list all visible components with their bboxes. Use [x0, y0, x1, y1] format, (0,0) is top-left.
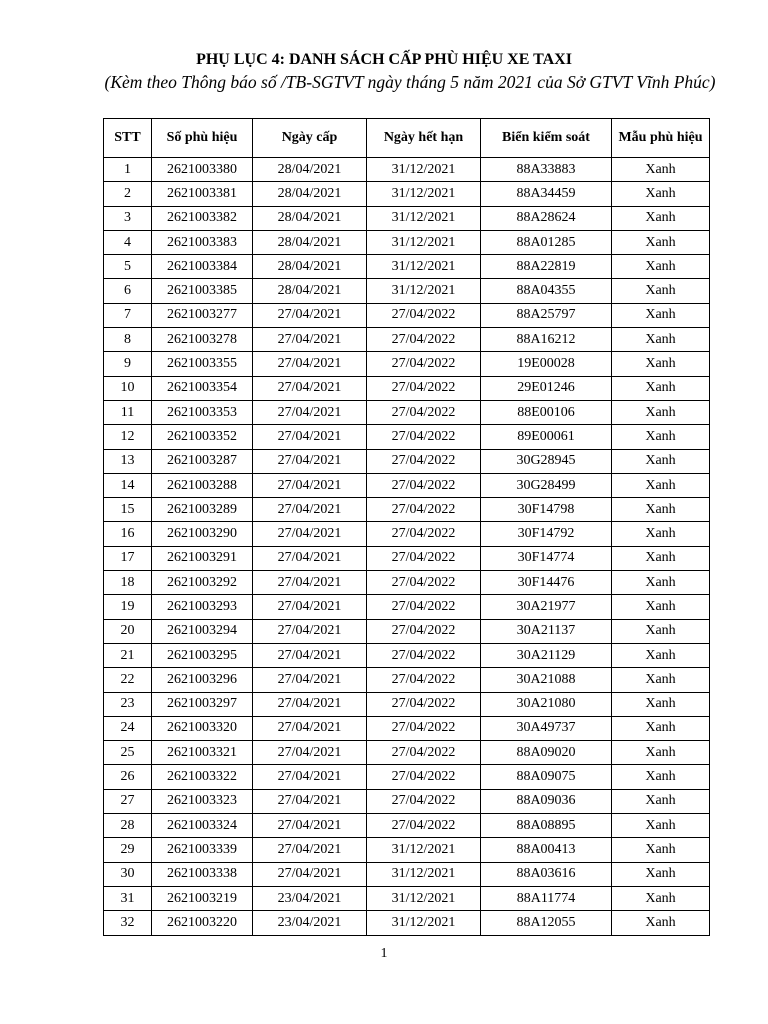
- cell-license-plate: 88A11774: [481, 886, 612, 910]
- cell-license-plate: 88A09020: [481, 741, 612, 765]
- cell-issue-date: 28/04/2021: [253, 158, 367, 182]
- header-stt: STT: [104, 119, 152, 158]
- cell-license-plate: 88A22819: [481, 255, 612, 279]
- table-row: [104, 255, 710, 279]
- cell-stt: 10: [104, 376, 152, 400]
- cell-badge-number: 2621003380: [152, 158, 253, 182]
- cell-badge-number: 2621003354: [152, 376, 253, 400]
- cell-badge-type: Xanh: [612, 571, 710, 595]
- cell-badge-number: 2621003277: [152, 303, 253, 327]
- cell-license-plate: 88A08895: [481, 814, 612, 838]
- cell-stt: 2: [104, 182, 152, 206]
- table-row: [104, 668, 710, 692]
- cell-badge-type: Xanh: [612, 449, 710, 473]
- cell-expiry-date: 31/12/2021: [367, 158, 481, 182]
- table-row: [104, 571, 710, 595]
- cell-license-plate: 88A01285: [481, 230, 612, 254]
- table-row: [104, 376, 710, 400]
- cell-issue-date: 27/04/2021: [253, 789, 367, 813]
- cell-issue-date: 27/04/2021: [253, 716, 367, 740]
- cell-badge-number: 2621003353: [152, 400, 253, 424]
- cell-badge-type: Xanh: [612, 182, 710, 206]
- cell-stt: 6: [104, 279, 152, 303]
- cell-issue-date: 27/04/2021: [253, 473, 367, 497]
- cell-expiry-date: 27/04/2022: [367, 716, 481, 740]
- cell-badge-type: Xanh: [612, 522, 710, 546]
- table-row: [104, 789, 710, 813]
- cell-badge-number: 2621003295: [152, 643, 253, 667]
- cell-issue-date: 23/04/2021: [253, 911, 367, 935]
- document-title: PHỤ LỤC 4: DANH SÁCH CẤP PHÙ HIỆU XE TAXI: [196, 51, 572, 68]
- cell-issue-date: 27/04/2021: [253, 643, 367, 667]
- cell-badge-type: Xanh: [612, 911, 710, 935]
- document-subtitle: (Kèm theo Thông báo số /TB-SGTVT ngày tháng 5 năm 2021 của Sở GTVT Vĩnh Phúc): [104, 72, 716, 92]
- cell-stt: 12: [104, 425, 152, 449]
- table-row: [104, 449, 710, 473]
- cell-stt: 14: [104, 473, 152, 497]
- cell-issue-date: 28/04/2021: [253, 279, 367, 303]
- cell-badge-number: 2621003290: [152, 522, 253, 546]
- cell-badge-type: Xanh: [612, 376, 710, 400]
- cell-expiry-date: 31/12/2021: [367, 886, 481, 910]
- cell-expiry-date: 27/04/2022: [367, 449, 481, 473]
- cell-expiry-date: 27/04/2022: [367, 595, 481, 619]
- table-row: [104, 425, 710, 449]
- cell-badge-number: 2621003323: [152, 789, 253, 813]
- cell-badge-type: Xanh: [612, 230, 710, 254]
- cell-license-plate: 30A21080: [481, 692, 612, 716]
- cell-expiry-date: 31/12/2021: [367, 838, 481, 862]
- cell-stt: 16: [104, 522, 152, 546]
- cell-expiry-date: 27/04/2022: [367, 352, 481, 376]
- cell-license-plate: 88A33883: [481, 158, 612, 182]
- cell-stt: 29: [104, 838, 152, 862]
- cell-badge-type: Xanh: [612, 716, 710, 740]
- cell-issue-date: 27/04/2021: [253, 328, 367, 352]
- cell-badge-type: Xanh: [612, 595, 710, 619]
- cell-stt: 24: [104, 716, 152, 740]
- cell-badge-number: 2621003321: [152, 741, 253, 765]
- cell-badge-type: Xanh: [612, 352, 710, 376]
- cell-stt: 31: [104, 886, 152, 910]
- table-row: [104, 400, 710, 424]
- cell-stt: 20: [104, 619, 152, 643]
- cell-badge-number: 2621003338: [152, 862, 253, 886]
- cell-issue-date: 28/04/2021: [253, 182, 367, 206]
- cell-badge-type: Xanh: [612, 765, 710, 789]
- page-number: 1: [380, 946, 388, 961]
- table-body: [104, 158, 710, 936]
- header-badge-number: Số phù hiệu: [152, 119, 253, 158]
- cell-stt: 3: [104, 206, 152, 230]
- cell-expiry-date: 27/04/2022: [367, 643, 481, 667]
- cell-badge-type: Xanh: [612, 643, 710, 667]
- cell-badge-type: Xanh: [612, 498, 710, 522]
- cell-license-plate: 30A21129: [481, 643, 612, 667]
- table-header-row: [104, 119, 710, 158]
- cell-expiry-date: 27/04/2022: [367, 473, 481, 497]
- cell-expiry-date: 27/04/2022: [367, 425, 481, 449]
- cell-badge-number: 2621003292: [152, 571, 253, 595]
- cell-license-plate: 30F14774: [481, 546, 612, 570]
- cell-license-plate: 88A28624: [481, 206, 612, 230]
- cell-expiry-date: 31/12/2021: [367, 279, 481, 303]
- cell-stt: 25: [104, 741, 152, 765]
- cell-license-plate: 88A25797: [481, 303, 612, 327]
- cell-issue-date: 27/04/2021: [253, 303, 367, 327]
- cell-badge-type: Xanh: [612, 206, 710, 230]
- cell-badge-type: Xanh: [612, 473, 710, 497]
- header-expiry-date: Ngày hết hạn: [367, 119, 481, 158]
- cell-badge-number: 2621003296: [152, 668, 253, 692]
- cell-stt: 32: [104, 911, 152, 935]
- cell-license-plate: 88A09036: [481, 789, 612, 813]
- cell-issue-date: 27/04/2021: [253, 619, 367, 643]
- table-row: [104, 182, 710, 206]
- cell-stt: 28: [104, 814, 152, 838]
- cell-stt: 7: [104, 303, 152, 327]
- cell-license-plate: 89E00061: [481, 425, 612, 449]
- cell-stt: 15: [104, 498, 152, 522]
- cell-badge-type: Xanh: [612, 303, 710, 327]
- cell-stt: 17: [104, 546, 152, 570]
- table-row: [104, 279, 710, 303]
- cell-license-plate: 88A04355: [481, 279, 612, 303]
- cell-badge-type: Xanh: [612, 328, 710, 352]
- table-row: [104, 741, 710, 765]
- cell-expiry-date: 27/04/2022: [367, 571, 481, 595]
- cell-license-plate: 30F14476: [481, 571, 612, 595]
- cell-expiry-date: 27/04/2022: [367, 789, 481, 813]
- cell-issue-date: 27/04/2021: [253, 449, 367, 473]
- table-row: [104, 814, 710, 838]
- cell-issue-date: 27/04/2021: [253, 571, 367, 595]
- table-row: [104, 522, 710, 546]
- cell-badge-number: 2621003383: [152, 230, 253, 254]
- cell-license-plate: 88E00106: [481, 400, 612, 424]
- cell-stt: 11: [104, 400, 152, 424]
- cell-expiry-date: 31/12/2021: [367, 862, 481, 886]
- cell-stt: 27: [104, 789, 152, 813]
- cell-expiry-date: 27/04/2022: [367, 668, 481, 692]
- cell-badge-number: 2621003287: [152, 449, 253, 473]
- cell-license-plate: 19E00028: [481, 352, 612, 376]
- cell-stt: 23: [104, 692, 152, 716]
- cell-badge-number: 2621003220: [152, 911, 253, 935]
- cell-badge-number: 2621003294: [152, 619, 253, 643]
- cell-issue-date: 28/04/2021: [253, 230, 367, 254]
- table-row: [104, 886, 710, 910]
- cell-badge-type: Xanh: [612, 886, 710, 910]
- table-row: [104, 546, 710, 570]
- cell-issue-date: 27/04/2021: [253, 425, 367, 449]
- cell-issue-date: 28/04/2021: [253, 206, 367, 230]
- cell-issue-date: 23/04/2021: [253, 886, 367, 910]
- cell-issue-date: 27/04/2021: [253, 352, 367, 376]
- table-row: [104, 619, 710, 643]
- table-row: [104, 692, 710, 716]
- cell-badge-number: 2621003278: [152, 328, 253, 352]
- cell-license-plate: 88A00413: [481, 838, 612, 862]
- cell-issue-date: 27/04/2021: [253, 862, 367, 886]
- cell-license-plate: 88A12055: [481, 911, 612, 935]
- cell-license-plate: 30F14792: [481, 522, 612, 546]
- cell-badge-type: Xanh: [612, 279, 710, 303]
- cell-expiry-date: 27/04/2022: [367, 814, 481, 838]
- table-row: [104, 862, 710, 886]
- cell-badge-type: Xanh: [612, 862, 710, 886]
- cell-badge-type: Xanh: [612, 838, 710, 862]
- cell-issue-date: 27/04/2021: [253, 692, 367, 716]
- cell-badge-number: 2621003355: [152, 352, 253, 376]
- cell-badge-type: Xanh: [612, 692, 710, 716]
- cell-badge-number: 2621003339: [152, 838, 253, 862]
- cell-stt: 22: [104, 668, 152, 692]
- cell-license-plate: 30G28945: [481, 449, 612, 473]
- cell-badge-number: 2621003381: [152, 182, 253, 206]
- cell-badge-number: 2621003382: [152, 206, 253, 230]
- cell-issue-date: 27/04/2021: [253, 741, 367, 765]
- cell-expiry-date: 31/12/2021: [367, 230, 481, 254]
- cell-issue-date: 27/04/2021: [253, 838, 367, 862]
- cell-badge-number: 2621003384: [152, 255, 253, 279]
- cell-badge-type: Xanh: [612, 789, 710, 813]
- cell-stt: 5: [104, 255, 152, 279]
- header-license-plate: Biển kiểm soát: [481, 119, 612, 158]
- header-badge-type: Mẫu phù hiệu: [612, 119, 710, 158]
- cell-badge-number: 2621003322: [152, 765, 253, 789]
- cell-license-plate: 88A09075: [481, 765, 612, 789]
- cell-stt: 21: [104, 643, 152, 667]
- cell-license-plate: 30G28499: [481, 473, 612, 497]
- table-row: [104, 595, 710, 619]
- cell-badge-type: Xanh: [612, 668, 710, 692]
- cell-expiry-date: 31/12/2021: [367, 182, 481, 206]
- cell-stt: 8: [104, 328, 152, 352]
- table-row: [104, 498, 710, 522]
- cell-issue-date: 27/04/2021: [253, 522, 367, 546]
- cell-expiry-date: 31/12/2021: [367, 206, 481, 230]
- cell-badge-number: 2621003289: [152, 498, 253, 522]
- cell-license-plate: 30A21137: [481, 619, 612, 643]
- cell-expiry-date: 27/04/2022: [367, 741, 481, 765]
- cell-issue-date: 27/04/2021: [253, 595, 367, 619]
- cell-stt: 4: [104, 230, 152, 254]
- cell-license-plate: 30F14798: [481, 498, 612, 522]
- cell-badge-number: 2621003293: [152, 595, 253, 619]
- cell-expiry-date: 27/04/2022: [367, 498, 481, 522]
- cell-stt: 18: [104, 571, 152, 595]
- cell-issue-date: 27/04/2021: [253, 376, 367, 400]
- cell-expiry-date: 31/12/2021: [367, 911, 481, 935]
- cell-badge-number: 2621003297: [152, 692, 253, 716]
- cell-badge-type: Xanh: [612, 619, 710, 643]
- cell-badge-type: Xanh: [612, 741, 710, 765]
- cell-stt: 13: [104, 449, 152, 473]
- cell-expiry-date: 27/04/2022: [367, 376, 481, 400]
- cell-expiry-date: 27/04/2022: [367, 303, 481, 327]
- cell-license-plate: 88A16212: [481, 328, 612, 352]
- table-row: [104, 230, 710, 254]
- cell-expiry-date: 31/12/2021: [367, 255, 481, 279]
- cell-badge-type: Xanh: [612, 425, 710, 449]
- cell-stt: 30: [104, 862, 152, 886]
- cell-license-plate: 30A21977: [481, 595, 612, 619]
- cell-license-plate: 29E01246: [481, 376, 612, 400]
- cell-issue-date: 27/04/2021: [253, 765, 367, 789]
- cell-badge-type: Xanh: [612, 255, 710, 279]
- cell-issue-date: 28/04/2021: [253, 255, 367, 279]
- cell-license-plate: 88A34459: [481, 182, 612, 206]
- cell-badge-number: 2621003385: [152, 279, 253, 303]
- cell-badge-number: 2621003320: [152, 716, 253, 740]
- table-row: [104, 838, 710, 862]
- cell-issue-date: 27/04/2021: [253, 400, 367, 424]
- cell-stt: 19: [104, 595, 152, 619]
- cell-badge-number: 2621003291: [152, 546, 253, 570]
- cell-license-plate: 30A49737: [481, 716, 612, 740]
- cell-license-plate: 30A21088: [481, 668, 612, 692]
- cell-expiry-date: 27/04/2022: [367, 619, 481, 643]
- cell-badge-type: Xanh: [612, 814, 710, 838]
- cell-expiry-date: 27/04/2022: [367, 328, 481, 352]
- badge-list-table: [103, 118, 710, 936]
- table-row: [104, 158, 710, 182]
- table-row: [104, 328, 710, 352]
- cell-issue-date: 27/04/2021: [253, 814, 367, 838]
- cell-badge-type: Xanh: [612, 546, 710, 570]
- table-row: [104, 303, 710, 327]
- cell-stt: 9: [104, 352, 152, 376]
- cell-stt: 26: [104, 765, 152, 789]
- cell-license-plate: 88A03616: [481, 862, 612, 886]
- cell-expiry-date: 27/04/2022: [367, 546, 481, 570]
- cell-badge-number: 2621003288: [152, 473, 253, 497]
- table-row: [104, 765, 710, 789]
- table-row: [104, 643, 710, 667]
- cell-expiry-date: 27/04/2022: [367, 765, 481, 789]
- cell-issue-date: 27/04/2021: [253, 498, 367, 522]
- cell-badge-number: 2621003324: [152, 814, 253, 838]
- cell-badge-number: 2621003352: [152, 425, 253, 449]
- cell-badge-type: Xanh: [612, 158, 710, 182]
- cell-issue-date: 27/04/2021: [253, 668, 367, 692]
- table-row: [104, 206, 710, 230]
- cell-issue-date: 27/04/2021: [253, 546, 367, 570]
- table-row: [104, 911, 710, 935]
- cell-stt: 1: [104, 158, 152, 182]
- table-row: [104, 716, 710, 740]
- header-issue-date: Ngày cấp: [253, 119, 367, 158]
- cell-badge-type: Xanh: [612, 400, 710, 424]
- cell-expiry-date: 27/04/2022: [367, 692, 481, 716]
- cell-expiry-date: 27/04/2022: [367, 400, 481, 424]
- table-row: [104, 473, 710, 497]
- table-row: [104, 352, 710, 376]
- cell-badge-number: 2621003219: [152, 886, 253, 910]
- cell-expiry-date: 27/04/2022: [367, 522, 481, 546]
